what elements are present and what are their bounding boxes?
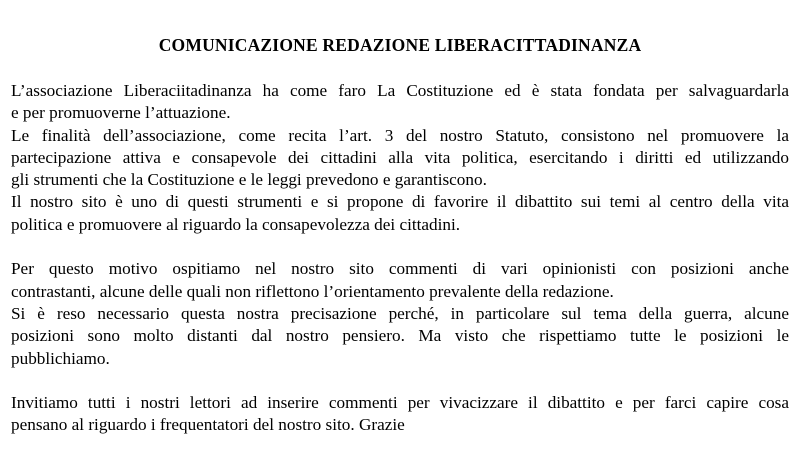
paragraph-block bbox=[11, 80, 789, 125]
paragraph-line: posizioni sono molto distanti dal nostro pensiero. Ma visto che rispettiamo tutte le posizioni le bbox=[11, 326, 789, 346]
paragraph-line: pubblichiamo. bbox=[11, 348, 110, 368]
paragraph-line: L’associazione Liberaciitadinanza ha come faro La Costituzione ed è stata fondata per salvaguardarla bbox=[11, 81, 789, 100]
paragraph-line: Per questo motivo ospitiamo nel nostro sito commenti di vari opinionisti con posizioni anche bbox=[11, 259, 789, 279]
paragraph-line: gli strumenti che la Costituzione e le leggi prevedono e garantiscono. bbox=[11, 170, 487, 190]
paragraph-line: politica e promuovere al riguardo la consapevolezza dei cittadini. bbox=[11, 214, 461, 234]
paragraph-block bbox=[11, 125, 789, 192]
paragraph-line: Si è reso necessario questa nostra precisazione perché, in particolare sul tema della guerra, alcune bbox=[11, 303, 789, 323]
document-title: COMUNICAZIONE REDAZIONE LIBERACITTADINANZA bbox=[158, 35, 642, 55]
paragraph-block bbox=[11, 392, 789, 437]
paragraph-line: partecipazione attiva e consapevole dei cittadini alla vita politica, esercitando i diritti ed utilizzando bbox=[11, 147, 789, 167]
paragraph-line: contrastanti, alcune delle quali non riflettono l’orientamento prevalente della redazione. bbox=[11, 281, 614, 301]
paragraph-block bbox=[11, 258, 789, 303]
paragraph-line: Il nostro sito è uno di questi strumenti e si propone di favorire il dibattito sui temi al centro della vita bbox=[11, 192, 789, 212]
paragraph-line: pensano al riguardo i frequentatori del nostro sito. Grazie bbox=[11, 415, 405, 435]
paragraph-block bbox=[11, 303, 789, 370]
document-body bbox=[11, 80, 789, 437]
paragraph-line: Invitiamo tutti i nostri lettori ad inserire commenti per vivacizzare il dibattito e per farci capire cosa bbox=[11, 393, 789, 413]
paragraph-line: e per promuoverne l’attuazione. bbox=[11, 103, 231, 123]
paragraph-line: Le finalità dell’associazione, come recita l’art. 3 del nostro Statuto, consistono nel promuovere la bbox=[11, 125, 789, 145]
paragraph-block bbox=[11, 191, 789, 236]
paragraph-gap bbox=[11, 236, 789, 258]
paragraph-gap bbox=[11, 370, 789, 392]
